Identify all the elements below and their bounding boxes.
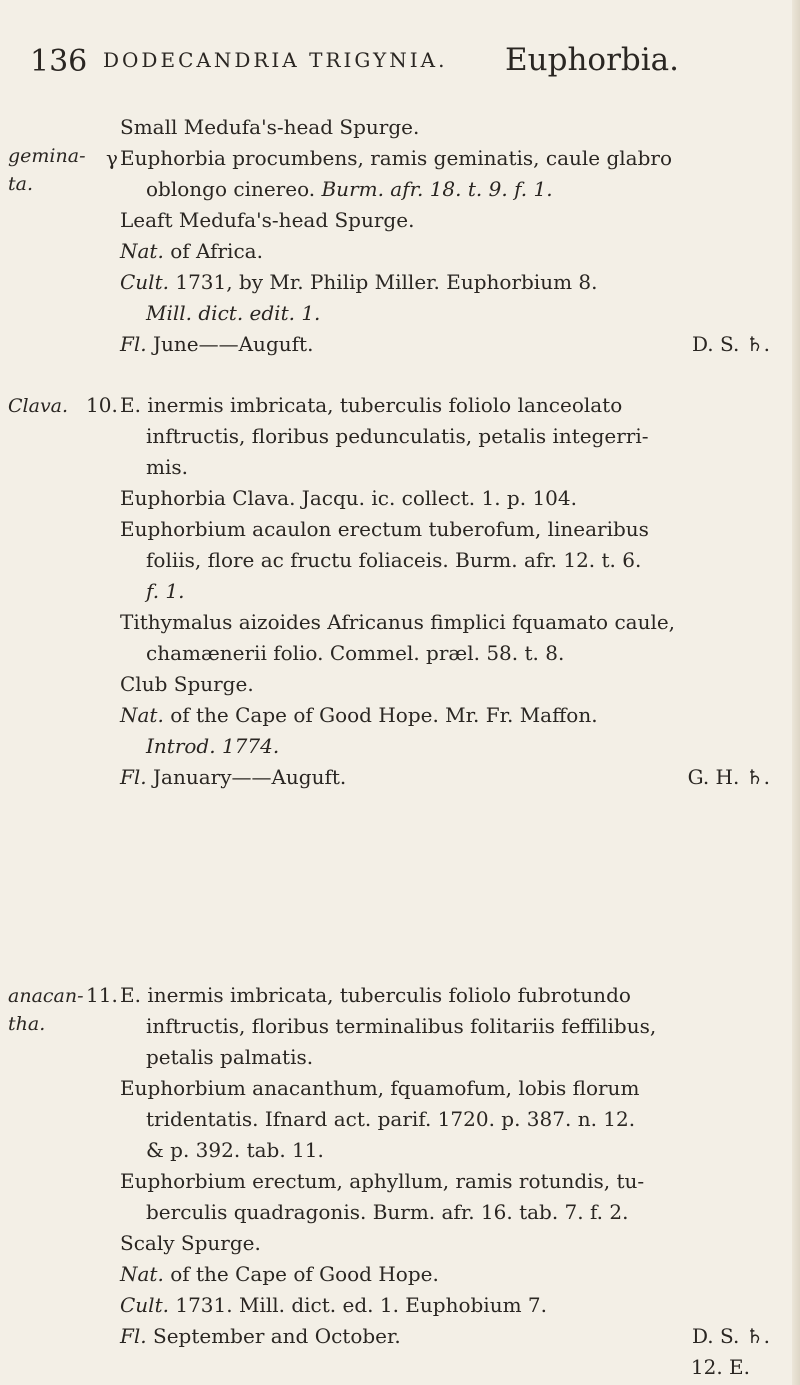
nat-label: Nat. xyxy=(120,703,164,727)
synonym-line: Euphorbium acaulon erectum tuberofum, linearibus xyxy=(120,517,649,541)
running-genus: Euphorbia. xyxy=(505,42,679,78)
catchword: 12. E. xyxy=(690,1355,750,1379)
nat-label: Nat. xyxy=(120,239,164,263)
habitat-code: G. H. ♄. xyxy=(687,765,770,789)
fl-label: Fl. xyxy=(120,765,147,789)
entry-clava xyxy=(86,390,780,793)
synonym-line: Euphorbium anacanthum, fquamofum, lobis florum xyxy=(120,1076,640,1100)
entry-number: 10. xyxy=(86,393,118,417)
native-range: of Africa. xyxy=(170,239,263,263)
diagnosis-line: mis. xyxy=(146,455,188,479)
cultivation: 1731. Mill. dict. ed. 1. Euphobium 7. xyxy=(175,1293,547,1317)
margin-name-geminata: gemina- ta. xyxy=(8,145,86,195)
entry-anacantha xyxy=(86,980,780,1383)
synonym-line: foliis, flore ac fructu foliaceis. Burm. afr. 12. t. 6. xyxy=(146,548,642,572)
variety-marker: γ xyxy=(106,146,118,170)
synonym-line: Euphorbium erectum, aphyllum, ramis rotundis, tu- xyxy=(120,1169,645,1193)
diagnosis-line: E. inermis imbricata, tuberculis foliolo fubrotundo xyxy=(120,983,631,1007)
nat-label: Nat. xyxy=(120,1262,164,1286)
cultivation: 1731, by Mr. Philip Miller. Euphorbium 8. xyxy=(175,270,598,294)
entry-number: 11. xyxy=(86,983,118,1007)
common-name: Leaft Medufa's-head Spurge. xyxy=(120,208,415,232)
flowering-time: June——Auguft. xyxy=(153,332,314,356)
synonym-line: chamænerii folio. Commel. præl. 58. t. 8. xyxy=(146,641,565,665)
flowering-time: September and October. xyxy=(153,1324,401,1348)
synonym-line: Euphorbia Clava. Jacqu. ic. collect. 1. p. 104. xyxy=(120,486,577,510)
habitat-code: D. S. ♄. xyxy=(691,1324,770,1348)
native-range: of the Cape of Good Hope. xyxy=(170,1262,439,1286)
page-number: 136 xyxy=(30,44,88,79)
synonym-line: f. 1. xyxy=(146,579,185,603)
diagnosis-line: inftructis, floribus terminalibus folitariis feffilibus, xyxy=(146,1014,657,1038)
introduction: Introd. 1774. xyxy=(146,734,280,758)
page-edge-shadow xyxy=(792,0,800,1385)
common-name: Scaly Spurge. xyxy=(120,1231,261,1255)
common-name: Club Spurge. xyxy=(120,672,254,696)
cultivation-reference: Mill. dict. edit. 1. xyxy=(146,301,321,325)
entry-geminata xyxy=(106,112,780,360)
running-head: DODECANDRIA TRIGYNIA. xyxy=(103,48,448,72)
pre-common-name: Small Medufa's-head Spurge. xyxy=(120,115,420,139)
synonym-line: Tithymalus aizoides Africanus fimplici fquamato caule, xyxy=(120,610,676,634)
flowering-time: January——Auguft. xyxy=(153,765,347,789)
diagnosis-line: E. inermis imbricata, tuberculis foliolo lanceolato xyxy=(120,393,623,417)
diagnosis-line: Euphorbia procumbens, ramis geminatis, caule glabro xyxy=(120,146,673,170)
fl-label: Fl. xyxy=(120,1324,147,1348)
cult-label: Cult. xyxy=(120,270,169,294)
synonym-line: tridentatis. Ifnard act. parif. 1720. p. 387. n. 12. xyxy=(146,1107,636,1131)
running-header xyxy=(0,44,800,84)
native-range: of the Cape of Good Hope. Mr. Fr. Maffon. xyxy=(170,703,598,727)
margin-name-clava: Clava. xyxy=(8,395,69,417)
diagnosis-line: inftructis, floribus pedunculatis, petalis integerri- xyxy=(146,424,649,448)
cult-label: Cult. xyxy=(120,1293,169,1317)
habitat-code: D. S. ♄. xyxy=(691,332,770,356)
diagnosis-line: oblongo cinereo. xyxy=(146,177,316,201)
margin-name-anacantha: anacan- tha. xyxy=(8,985,84,1035)
diagnosis-reference: Burm. afr. 18. t. 9. f. 1. xyxy=(321,177,553,201)
diagnosis-line: petalis palmatis. xyxy=(146,1045,314,1069)
synonym-line: & p. 392. tab. 11. xyxy=(146,1138,324,1162)
synonym-line: berculis quadragonis. Burm. afr. 16. tab. 7. f. 2. xyxy=(146,1200,629,1224)
fl-label: Fl. xyxy=(120,332,147,356)
